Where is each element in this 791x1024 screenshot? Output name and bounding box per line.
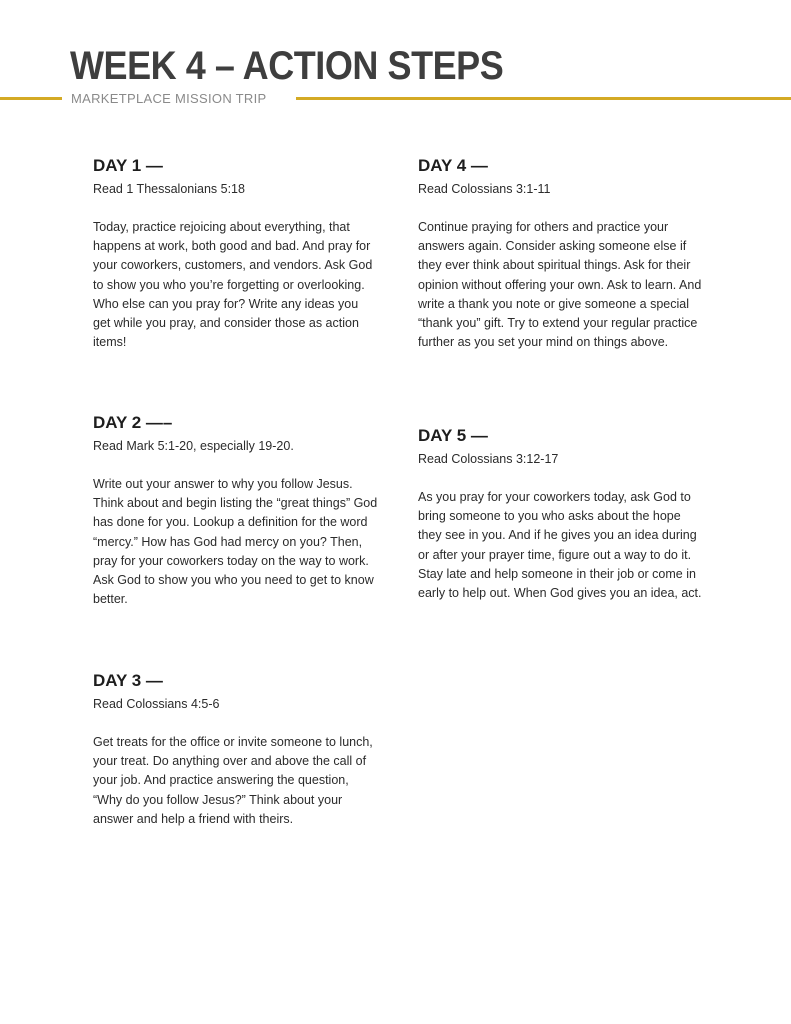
page-subtitle: MARKETPLACE MISSION TRIP — [71, 91, 267, 106]
day-2-text: Write out your answer to why you follow Jesus. Think about and begin listing the “great things” God has done for you. Lookup a definition for the word “mercy.” How has God had mercy on you? Then, pray for your coworkers today on the way to work. Ask God to show you who you need to get to know better. — [93, 477, 378, 607]
header-rule-left — [0, 97, 62, 100]
day-2-section — [93, 413, 378, 609]
header-rule-right — [296, 97, 791, 100]
day-1-text: Today, practice rejoicing about everything, that happens at work, both good and bad. And pray for your coworkers, customers, and vendors. Ask God to show you who you’re forgetting or overlooking. Who else can you pray for? Write any ideas you get while you pray, and consider those as action items! — [93, 220, 373, 350]
day-2-heading: DAY 2 —– — [93, 413, 173, 432]
day-3-reading: Read Colossians 4:5-6 — [93, 697, 220, 711]
day-2-reading: Read Mark 5:1-20, especially 19-20. — [93, 439, 294, 453]
page-title: WEEK 4 – ACTION STEPS — [70, 44, 504, 88]
day-5-heading: DAY 5 — — [418, 426, 488, 445]
day-3-text: Get treats for the office or invite someone to lunch, your treat. Do anything over and above the call of your job. And practice answering the question, “Why do you follow Jesus?” Think about your answer and help a friend with theirs. — [93, 735, 373, 826]
day-4-text: Continue praying for others and practice your answers again. Consider asking someone else if they ever think about spiritual things. Ask for their opinion without offering your own. Ask to learn. And write a thank you note or give someone a special “thank you” gift. Try to extend your regular practice further as you set your mind on things above. — [418, 220, 702, 350]
day-4-reading: Read Colossians 3:1-11 — [418, 182, 551, 196]
day-3-section — [93, 671, 378, 829]
day-1-section — [93, 156, 378, 352]
day-4-section — [418, 156, 703, 352]
day-5-reading: Read Colossians 3:12-17 — [418, 452, 559, 466]
day-1-reading: Read 1 Thessalonians 5:18 — [93, 182, 245, 196]
day-3-heading: DAY 3 — — [93, 671, 163, 690]
day-4-heading: DAY 4 — — [418, 156, 488, 175]
day-5-section — [418, 426, 703, 603]
day-1-heading: DAY 1 — — [93, 156, 163, 175]
day-5-text: As you pray for your coworkers today, ask God to bring someone to you who asks about the hope they see in you. And if he gives you an idea during or after your prayer time, figure out a way to do it. Stay late and help someone in their job or come in early to help out. When God gives you an idea, act. — [418, 490, 702, 601]
